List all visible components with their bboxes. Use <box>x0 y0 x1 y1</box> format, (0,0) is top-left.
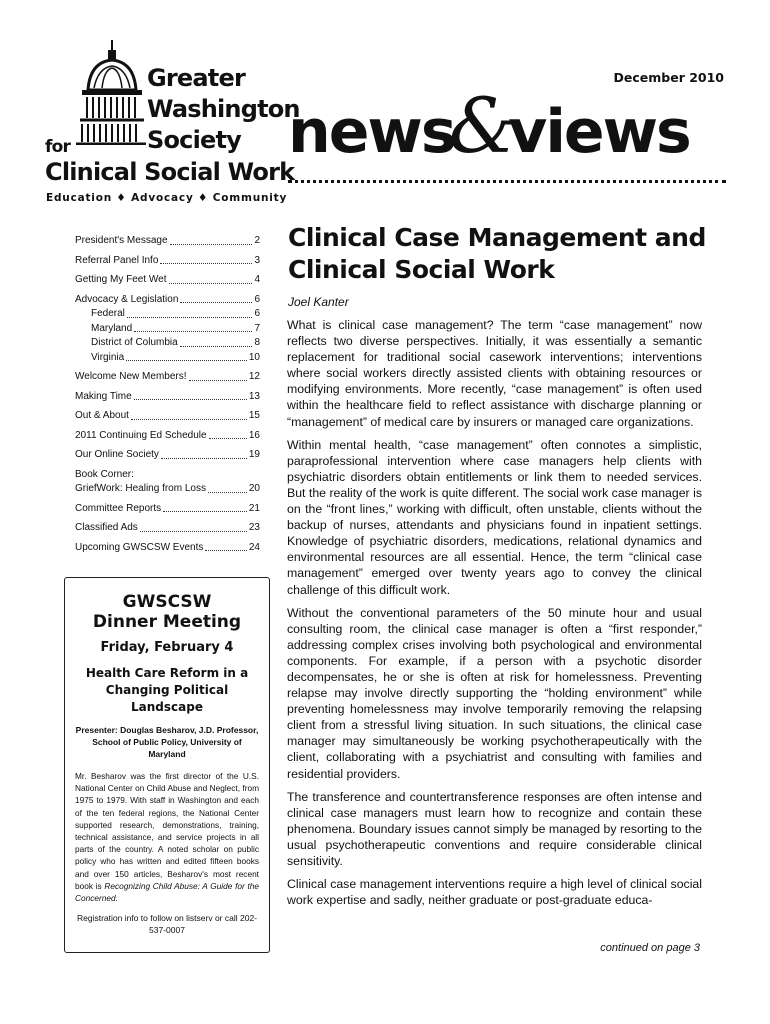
toc-label: Committee Reports <box>75 502 162 514</box>
toc-item-book-corner: Book Corner: <box>75 468 134 480</box>
toc-leader <box>163 511 247 512</box>
dinner-meeting-presenter: Presenter: Douglas Besharov, J.D. Professor, School of Public Policy, University of Maryland <box>75 725 259 759</box>
toc-page: 24 <box>248 541 260 553</box>
toc-label: District of Columbia <box>91 337 178 348</box>
article-byline: Joel Kanter <box>288 295 349 309</box>
toc-leader <box>134 399 247 400</box>
logo-tagline: Education ♦ Advocacy ♦ Community <box>46 192 288 204</box>
toc-page: 12 <box>248 371 260 382</box>
toc-label: Out & About <box>75 410 129 421</box>
toc-label: President's Message <box>75 235 168 246</box>
dinner-meeting-topic: Health Care Reform in a Changing Political Landscape <box>85 666 249 714</box>
toc-item-advocacy-legislation[interactable] <box>75 293 260 308</box>
toc-item-upcoming-events[interactable] <box>75 541 260 556</box>
toc-label: Virginia <box>91 351 125 363</box>
capitol-dome-icon <box>74 40 146 145</box>
toc-label: Classified Ads <box>75 522 138 533</box>
logo-text-society: Society <box>147 126 242 154</box>
dinner-meeting-title: Dinner Meeting <box>92 612 242 632</box>
toc-item-referral-panel[interactable] <box>75 254 260 269</box>
toc-label: Advocacy & Legislation <box>75 293 179 305</box>
toc-page: 2 <box>254 235 260 246</box>
dinner-meeting-box <box>64 577 270 953</box>
toc-item-federal[interactable] <box>75 307 260 322</box>
toc-page: 10 <box>248 351 260 363</box>
presenter-bio-text: Mr. Besharov was the first director of the U.S. National Center on Child Abuse and Neglect, from 1975 to 1979. With staff in Washington and each of the ten federal regions, the National Center supported research, demonstrations, training, technical assistance, and service projects in all parts of the country. A noted scholar on public policy who has written and edited fifteen books and over 150 articles, Besharov's most recent book is <box>75 771 259 891</box>
registration-info: Registration info to follow on listserv or call 202-537-0007 <box>77 913 257 936</box>
toc-item-virginia[interactable] <box>75 351 260 366</box>
article-headline: Clinical Case Management and Clinical Social Work <box>288 223 706 284</box>
toc-page: 21 <box>248 502 260 514</box>
toc-page: 20 <box>248 483 260 494</box>
toc-leader <box>209 438 247 439</box>
dotted-divider <box>288 180 726 183</box>
toc-label: Referral Panel Info <box>75 254 159 266</box>
organization-logo <box>0 0 300 215</box>
article-paragraph: The transference and countertransference responses are often intense and clinical case managers must learn how to recognize and contain these phenomena. Boundary issues cannot simply be managed by resorting to the usual psychotherapeutic conventions and require considerable clinical sensitivity. <box>287 789 702 868</box>
toc-page: 16 <box>248 429 260 441</box>
logo-text-for: for <box>45 137 71 157</box>
toc-leader <box>134 331 252 332</box>
toc-leader <box>160 263 252 264</box>
toc-label: Upcoming GWSCSW Events <box>75 541 204 553</box>
toc-leader <box>189 380 247 381</box>
issue-date: December 2010 <box>613 70 724 85</box>
toc-label: Getting My Feet Wet <box>75 274 167 285</box>
toc-leader <box>140 531 247 532</box>
toc-item-presidents-message[interactable] <box>75 234 260 249</box>
toc-leader <box>205 550 247 551</box>
presenter-bio <box>75 770 259 904</box>
logo-text-greater: Greater <box>147 64 245 92</box>
masthead-news: news <box>288 97 455 167</box>
toc-item-committee-reports[interactable] <box>75 502 260 517</box>
toc-label: GriefWork: Healing from Loss <box>75 483 206 494</box>
toc-item-making-time[interactable] <box>75 390 260 405</box>
article-paragraph: What is clinical case management? The term “case management” now reflects two diverse perspectives. Initially, it was essentially a semantic replacement for traditional social casework interventions; interventions where social workers directly assisted clients with obtaining resources or modifying environments. More recently, “case management” is often used within the healthcare field to reflect assistance with discharge planning or “management” of medical care by insurers or managed care organizations. <box>287 318 702 429</box>
newsletter-masthead <box>288 81 690 170</box>
toc-page: 3 <box>254 254 260 266</box>
toc-item-maryland[interactable] <box>75 322 260 337</box>
logo-text-washington: Washington <box>147 95 300 123</box>
continued-link[interactable]: continued on page 3 <box>600 942 700 954</box>
toc-item-district-of-columbia[interactable] <box>75 336 260 351</box>
article-paragraph: Without the conventional parameters of the 50 minute hour and usual consulting room, the clinical case manager is often a “first responder,” addressing complex crises involving both psychological and environmental components. For example, if a person with a psychotic disorder decompensates, he or she is often at risk for homelessness. Preventing relapse may involve directly supporting the “holding environment” while preventing homelessness may involve temporarily removing the relapsing client from a stressful living situation. In such situations, the clinical case manager may simultaneously be working psychotherapeutically with the client, collaborating with a psychiatrist and consulting with families and residential providers. <box>287 605 702 781</box>
toc-leader <box>180 346 253 347</box>
toc-page: 8 <box>254 337 260 348</box>
toc-item-classified-ads[interactable] <box>75 521 260 536</box>
toc-label: Welcome New Members! <box>75 371 187 382</box>
toc-item-continuing-ed-schedule[interactable] <box>75 429 260 444</box>
toc-leader <box>169 283 253 284</box>
masthead-ampersand: & <box>448 81 515 170</box>
article-paragraph: Clinical case management interventions require a high level of clinical social work expertise and sadly, neither graduate or post-graduate educa- <box>287 877 702 908</box>
table-of-contents <box>75 234 260 555</box>
toc-leader <box>180 302 252 303</box>
toc-item-welcome-new-members[interactable] <box>75 370 260 385</box>
article-paragraph: Within mental health, “case management” often connotes a simplistic, paraprofessional intervention where case managers help clients with psychiatric disorders obtain entitlements or link them to needed services. But the reality of the work is quite different. The social work case manager is on the “front lines,” working with difficult, often unstable, clients without the backup of nurses, attendants and physicians found in inpatient settings. Knowledge of psychiatric disorders, medications, relational dynamics and environmental resources are all essential. Hence, the term “clinical case management” emerged over twenty years ago to convey the clinical challenge of this difficult work. <box>287 437 702 597</box>
toc-label: Our Online Society <box>75 449 159 460</box>
toc-page: 7 <box>254 322 260 334</box>
article-body <box>287 317 702 915</box>
toc-leader <box>161 458 247 459</box>
toc-label: Federal <box>91 308 125 319</box>
logo-text-clinical-social-work: Clinical Social Work <box>45 158 295 186</box>
toc-item-our-online-society[interactable] <box>75 448 260 463</box>
dinner-meeting-org: GWSCSW <box>122 592 212 612</box>
toc-leader <box>208 492 247 493</box>
toc-page: 4 <box>254 274 260 285</box>
masthead-views: views <box>508 97 690 167</box>
toc-page: 15 <box>248 410 260 421</box>
toc-leader <box>131 419 247 420</box>
toc-item-getting-my-feet-wet[interactable] <box>75 273 260 288</box>
toc-label: Maryland <box>91 322 133 334</box>
toc-label: Making Time <box>75 390 132 402</box>
toc-leader <box>127 317 253 318</box>
toc-item-out-and-about[interactable] <box>75 409 260 424</box>
toc-page: 13 <box>248 390 260 402</box>
dinner-meeting-date: Friday, February 4 <box>100 640 234 655</box>
toc-page: 23 <box>248 522 260 533</box>
toc-leader <box>170 244 253 245</box>
toc-leader <box>126 360 247 361</box>
toc-page: 6 <box>254 308 260 319</box>
toc-label: 2011 Continuing Ed Schedule <box>75 429 207 441</box>
toc-page: 19 <box>248 449 260 460</box>
toc-item-griefwork[interactable] <box>75 482 260 497</box>
toc-page: 6 <box>254 293 260 305</box>
presenter-book-title: Recognizing Child Abuse: A Guide for the Concerned. <box>75 880 260 904</box>
